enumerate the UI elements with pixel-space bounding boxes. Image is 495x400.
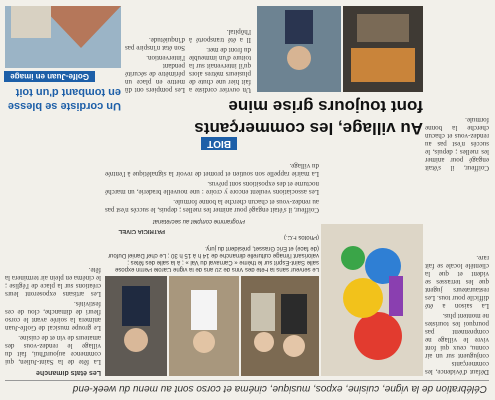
article-column-middle xyxy=(105,154,319,214)
reporter-note: Programme complet au secrétariat xyxy=(152,218,245,224)
chef-graphic xyxy=(169,276,239,376)
paragraph: Il a été transporté à l'hôpital. xyxy=(189,28,251,44)
brief-headline-line1: Un cordiste se blesse xyxy=(7,100,121,112)
people-photo xyxy=(241,276,319,376)
paragraph: La mairie rappelle son soutien et promet de revoir la signalétique à l'entrée du village. xyxy=(105,162,319,178)
section-kicker-biot: BIOT xyxy=(201,137,237,150)
brief-column-b xyxy=(125,6,185,94)
street-photo xyxy=(257,6,341,92)
main-headline-line2: font toujours grise mine xyxy=(228,97,423,116)
photo-credit: (Photos F.C.) xyxy=(283,234,319,240)
section-title: Les états dimanche xyxy=(36,369,101,376)
article-column-right xyxy=(5,196,101,376)
paragraph: Coiffeur, il s'était engagé pour animer les ruelles ; depuis, le succès n'est pas au rendez-vous et chacun cherche la bonne formule. xyxy=(105,198,319,214)
shop-photo xyxy=(343,6,423,92)
top-strip-text: Célébration de la vigne, cuisine, expos, musique, cinéma et corso sont au menu du week-end xyxy=(72,383,487,394)
main-headline-line1: Au village, les commerçants xyxy=(194,119,423,138)
paragraph: La fête de la Saint-Julien, qui commence aujourd'hui, fait du village le rendez-vous des amateurs de vin et de cuisine. xyxy=(5,334,101,366)
article-column-left-bottom xyxy=(425,6,489,172)
top-strip-rule xyxy=(5,380,489,381)
rooftop-photo xyxy=(5,6,121,68)
people-graphic xyxy=(241,276,319,376)
colorful-sculpture-photo xyxy=(321,224,423,376)
paragraph: Le groupe musical de Golfe-Juan animera la soirée avant le corso fleuri de dimanche, clou de ces festivités. xyxy=(5,300,101,332)
brief-headline-line2: en tombant d'un toit xyxy=(15,86,121,98)
rooftop-graphic xyxy=(5,6,121,68)
portrait-photo xyxy=(105,276,167,376)
paragraph: Coiffeur, il s'était engagé pour animer les ruelles ; depuis, le succès n'est pas au rendez-vous et chacun cherche la bonne formule. xyxy=(425,116,489,172)
shop-graphic xyxy=(343,6,423,92)
portrait-graphic xyxy=(105,276,167,376)
paragraph: Les artisans exposeront leurs créations sur la place de l'église ; le cinéma en plein air terminera la fête. xyxy=(5,266,101,298)
chef-photo xyxy=(169,276,239,376)
photo-caption: Le serveur sans la Fête des Vins de 20 ans de la vigne Carole Perrin expose salle Saint-Esprit sur le thème « Carnaval du Val » ; à la salle des fêtes ; valorisant l'image culturelle dimanche de 14 h à 15 h 30 ; Le chef Daniel Dufour (de face) et Eric Grasset, président du jury. xyxy=(108,245,319,272)
reporter-name: PATRICIA CIVEL xyxy=(118,228,165,234)
sculpture-graphic xyxy=(321,224,423,376)
article-column-left xyxy=(425,176,489,376)
paragraph: Les pompiers ont dû mettre en place un périmètre de sécurité pendant l'intervention. xyxy=(125,54,185,94)
paragraph: La saison a été difficile pour tous. Les restaurateurs jugent que les terrasses se vident et que la clientèle locale se fait rare. xyxy=(425,254,489,310)
brief-kicker: Golfe-Juan en image xyxy=(4,71,95,82)
paragraph: Un ouvrier cordiste a fait hier une chute de plusieurs mètres alors qu'il intervenait sur la toiture d'un immeuble du front de mer. xyxy=(189,46,251,94)
paragraph: Défaut d'évidence, les commerçants conjuguent sur un air connu, ceux qui font vivre le village ne comprennent pas pourquoi les touristes ne montent plus. xyxy=(425,312,489,376)
street-graphic xyxy=(257,6,341,92)
paragraph: Son état n'inspire pas d'inquiétude. xyxy=(125,36,185,52)
brief-column-a xyxy=(189,6,251,94)
paragraph: Les associations veulent encore y croire : une nouvelle braderie, un marché nocturne et des expositions sont prévus. xyxy=(105,180,319,196)
